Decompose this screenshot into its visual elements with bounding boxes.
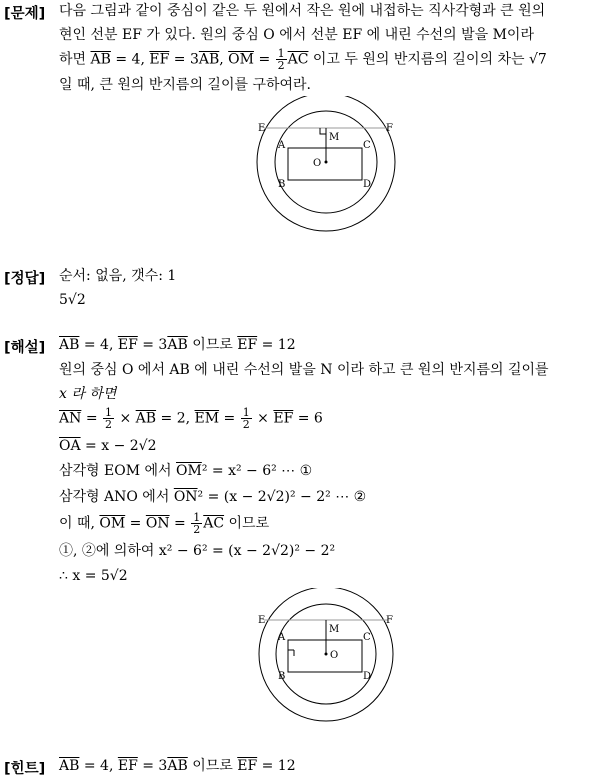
answer-line-1: 순서: 없음, 갯수: 1	[59, 268, 177, 284]
figure-label-C: C	[363, 140, 371, 151]
answer-line-2: 5√2	[59, 292, 86, 308]
figure2-label-D: D	[363, 671, 372, 682]
solution-label: [해설]	[4, 340, 46, 356]
solution-line-5: $\overline{OA} = x - 2√2$	[59, 438, 157, 454]
figure-label-D: D	[363, 179, 372, 190]
answer-label: [정답]	[4, 271, 46, 287]
figure-circles-1	[250, 96, 400, 254]
figure2-label-A: A	[278, 632, 286, 643]
problem-label: [문제]	[4, 6, 46, 22]
figure2-label-C: C	[363, 632, 371, 643]
figure-label-M: M	[329, 132, 340, 143]
hint-label: [힌트]	[4, 761, 46, 777]
solution-line-10: ∴ x = 5√2	[59, 568, 128, 584]
figure2-label-F: F	[386, 615, 393, 626]
problem-line-4: 일 때, 큰 원의 반지름의 길이를 구하여라.	[59, 77, 311, 93]
problem-line-1: 다음 그림과 같이 중심이 같은 두 원에서 작은 원에 내접하는 직사각형과 큰 원의	[59, 3, 546, 19]
figure-circles-2	[250, 588, 400, 742]
figure2-label-M: M	[329, 624, 340, 635]
figure2-label-B: B	[278, 671, 286, 682]
hint-line: $\overline{AB} = 4$, $\overline{EF} = 3\overline{AB}$ 이므로 $\overline{EF} = 12$	[59, 758, 296, 774]
solution-line-9: ①, ②에 의하여 x² − 6² = (x − 2√2)² − 2²	[59, 543, 336, 559]
figure-label-E: E	[258, 123, 266, 134]
problem-line-2: 현인 선분 EF 가 있다. 원의 중심 O 에서 선분 EF 에 내린 수선의 발을 M이라	[59, 27, 534, 43]
figure-label-F: F	[386, 123, 393, 134]
figure-label-O: O	[313, 158, 322, 169]
figure2-label-O: O	[330, 650, 339, 661]
solution-line-2: 원의 중심 O 에서 AB 에 내린 수선의 발을 N 이라 하고 큰 원의 반지름의 길이를	[59, 362, 549, 378]
solution-line-3: x 라 하면	[59, 386, 117, 402]
figure-label-A: A	[278, 140, 286, 151]
problem-line-3: 하면 $\overline{AB} = 4$, $\overline{EF} = 3\overline{AB}$, $\overline{OM}$ = $\frac{1}{2}$ $\overline{AC}$ 이고 두 원의 반지름의 길이의 차는 √7	[59, 47, 547, 72]
figure2-label-E: E	[258, 615, 266, 626]
solution-line-7: 삼각형 ANO 에서 $\overline{ON}^2 = (x - 2√2)^2 - 2^2$ ⋯ ②	[59, 489, 367, 505]
solution-line-4: $\overline{AN}$ = $\frac{1}{2}$ × $\overline{AB} = 2$, $\overline{EM}$ = $\frac{1}{2}$ × $\overline{EF} = 6$	[59, 406, 323, 431]
solution-line-8: 이 때, $\overline{OM} = \overline{ON}$ = $\frac{1}{2}$ $\overline{AC}$ 이므로	[59, 511, 270, 536]
figure-label-B: B	[278, 179, 286, 190]
solution-line-1: $\overline{AB} = 4$, $\overline{EF} = 3\overline{AB}$ 이므로 $\overline{EF} = 12$	[59, 337, 296, 353]
solution-line-6: 삼각형 EOM 에서 $\overline{OM}^2 = x^2 - 6^2$ ⋯ ①	[59, 463, 313, 479]
